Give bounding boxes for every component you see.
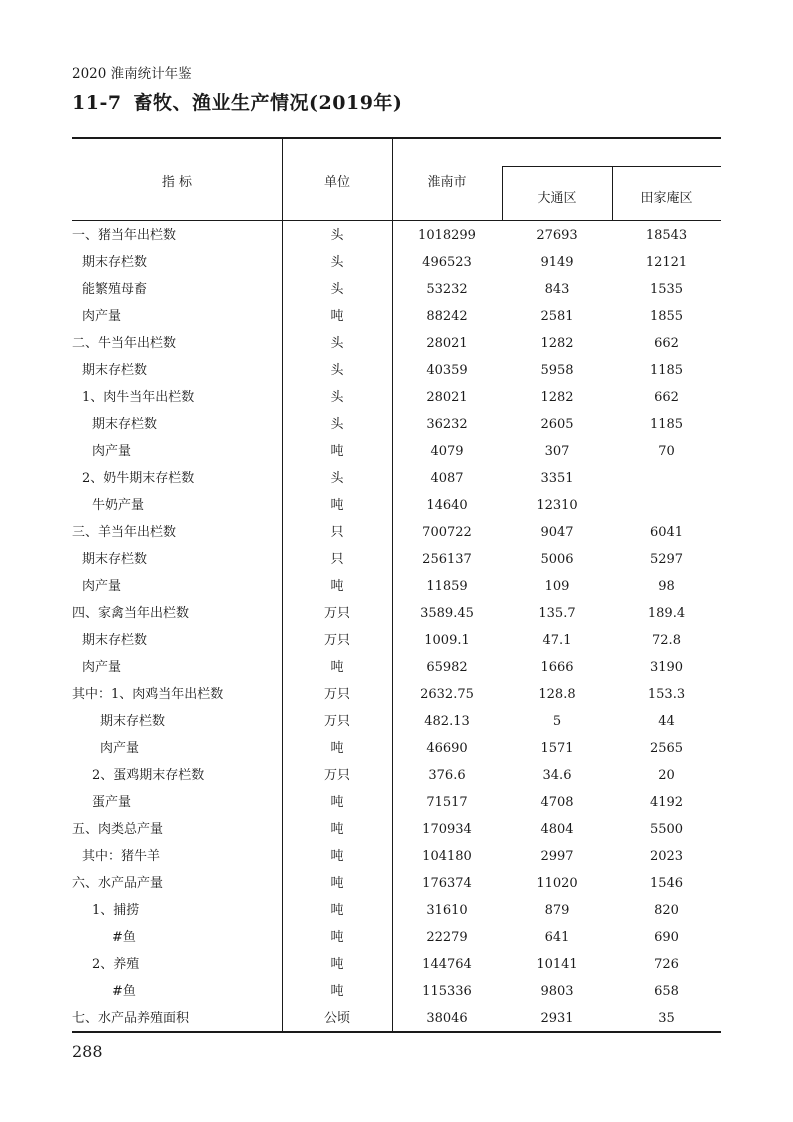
row-value-district1: 843 <box>544 282 570 297</box>
table-row <box>72 546 721 573</box>
row-indicator: 七、水产品养殖面积 <box>72 1011 190 1026</box>
row-indicator: 2、奶牛期末存栏数 <box>82 471 195 486</box>
table-row <box>72 708 721 735</box>
table-row <box>72 249 721 276</box>
row-value-district2: 658 <box>654 984 679 999</box>
row-value-district2: 2565 <box>649 741 684 756</box>
row-value-city: 496523 <box>422 255 472 270</box>
table-row <box>72 519 721 546</box>
row-value-city: 176374 <box>422 876 472 891</box>
row-value-district2: 70 <box>658 444 675 459</box>
row-value-district1: 12310 <box>536 498 578 513</box>
table-row <box>72 438 721 465</box>
row-value-district2: 1855 <box>649 309 684 324</box>
row-value-city: 31610 <box>426 903 468 918</box>
row-value-city: 104180 <box>422 849 472 864</box>
row-unit: 头 <box>330 417 344 432</box>
row-indicator: 1、肉牛当年出栏数 <box>82 390 195 405</box>
table-row <box>72 870 721 897</box>
row-unit: 头 <box>330 471 344 486</box>
row-value-district2: 18543 <box>645 228 688 243</box>
row-value-district2: 1185 <box>649 417 684 432</box>
row-unit: 公顷 <box>323 1011 350 1026</box>
body-divider-unit <box>392 221 393 1031</box>
row-value-district2: 726 <box>654 957 679 972</box>
row-indicator: 期末存栏数 <box>100 714 166 729</box>
row-unit: 吨 <box>330 309 344 324</box>
row-indicator: #鱼 <box>112 930 136 945</box>
row-value-district1: 11020 <box>536 876 578 891</box>
table-row <box>72 465 721 492</box>
row-value-city: 53232 <box>426 282 468 297</box>
table-row <box>72 762 721 789</box>
row-unit: 吨 <box>330 444 344 459</box>
row-indicator: 其中：猪牛羊 <box>82 849 161 864</box>
row-value-district2: 2023 <box>649 849 684 864</box>
row-value-district2: 6041 <box>649 525 684 540</box>
table-row <box>72 303 721 330</box>
row-unit: 吨 <box>330 795 344 810</box>
row-indicator: 五、肉类总产量 <box>72 822 164 837</box>
row-value-district1: 2605 <box>540 417 574 432</box>
row-unit: 只 <box>330 552 344 567</box>
row-unit: 万只 <box>323 633 350 648</box>
row-value-city: 256137 <box>422 552 472 567</box>
row-value-district1: 4708 <box>540 795 574 810</box>
row-indicator: 期末存栏数 <box>92 417 158 432</box>
row-value-city: 36232 <box>426 417 468 432</box>
row-indicator: 肉产量 <box>100 741 140 756</box>
row-value-city: 2632.75 <box>420 687 474 702</box>
table-row <box>72 951 721 978</box>
table-number: 11-7 <box>72 92 122 114</box>
column-header-city: 淮南市 <box>427 175 467 190</box>
table-row <box>72 681 721 708</box>
row-indicator: 能繁殖母畜 <box>82 282 148 297</box>
table-row <box>72 492 721 519</box>
table-row <box>72 843 721 870</box>
row-unit: 吨 <box>330 741 344 756</box>
row-value-district1: 5006 <box>540 552 574 567</box>
row-value-district2: 1546 <box>649 876 684 891</box>
row-value-city: 11859 <box>426 579 468 594</box>
column-header-indicator: 指 标 <box>161 175 193 190</box>
row-value-district1: 9803 <box>540 984 574 999</box>
row-value-city: 28021 <box>426 336 468 351</box>
table-row <box>72 735 721 762</box>
row-unit: 万只 <box>323 606 350 621</box>
table-title-text: 畜牧、渔业生产情况(2019年) <box>133 92 403 114</box>
row-unit: 万只 <box>323 687 350 702</box>
table-row <box>72 600 721 627</box>
row-value-city: 38046 <box>426 1011 468 1026</box>
row-value-district2: 820 <box>654 903 679 918</box>
row-indicator: 牛奶产量 <box>92 498 145 513</box>
row-value-city: 144764 <box>422 957 472 972</box>
row-value-city: 14640 <box>426 498 468 513</box>
row-value-district1: 5 <box>552 714 562 729</box>
row-indicator: 其中：1、肉鸡当年出栏数 <box>72 687 224 702</box>
row-indicator: 肉产量 <box>82 309 122 324</box>
row-value-district1: 2997 <box>540 849 574 864</box>
row-value-city: 65982 <box>426 660 468 675</box>
table-top-rule <box>72 137 721 139</box>
row-value-city: 1009.1 <box>424 633 470 648</box>
row-value-district2: 72.8 <box>652 633 681 648</box>
table-row <box>72 384 721 411</box>
row-value-district1: 641 <box>544 930 570 945</box>
row-indicator: #鱼 <box>112 984 136 999</box>
book-title: 2020 淮南统计年鉴 <box>72 66 192 82</box>
table-header-rule <box>72 220 721 221</box>
row-value-district2: 44 <box>658 714 675 729</box>
row-indicator: 1、捕捞 <box>92 903 140 918</box>
row-unit: 万只 <box>323 714 350 729</box>
row-indicator: 六、水产品产量 <box>72 876 164 891</box>
row-unit: 吨 <box>330 822 344 837</box>
row-value-district2: 153.3 <box>647 687 686 702</box>
row-unit: 吨 <box>330 579 344 594</box>
row-unit: 吨 <box>330 903 344 918</box>
table-row <box>72 627 721 654</box>
row-unit: 头 <box>330 255 344 270</box>
table-row <box>72 924 721 951</box>
row-indicator: 四、家禽当年出栏数 <box>72 606 190 621</box>
row-indicator: 肉产量 <box>82 660 122 675</box>
table-bottom-rule <box>72 1031 721 1033</box>
row-value-district2: 12121 <box>645 255 688 270</box>
row-value-district2: 5297 <box>649 552 684 567</box>
row-indicator: 期末存栏数 <box>82 363 148 378</box>
column-header-unit: 单位 <box>323 175 350 190</box>
row-value-district2: 5500 <box>649 822 684 837</box>
row-value-district1: 2931 <box>540 1011 574 1026</box>
row-unit: 头 <box>330 336 344 351</box>
row-value-city: 3589.45 <box>420 606 474 621</box>
row-value-district1: 2581 <box>540 309 574 324</box>
row-value-district2: 662 <box>654 390 679 405</box>
row-value-district1: 1282 <box>540 390 574 405</box>
row-value-district1: 5958 <box>540 363 574 378</box>
row-value-district1: 27693 <box>536 228 578 243</box>
header-sub-rule <box>502 166 721 167</box>
row-indicator: 期末存栏数 <box>82 255 148 270</box>
row-value-district1: 109 <box>544 579 570 594</box>
table-row <box>72 978 721 1005</box>
page-number: 288 <box>72 1042 103 1061</box>
row-unit: 吨 <box>330 876 344 891</box>
row-value-district1: 307 <box>544 444 570 459</box>
row-unit: 吨 <box>330 498 344 513</box>
row-indicator: 一、猪当年出栏数 <box>72 228 177 243</box>
row-value-district1: 879 <box>544 903 570 918</box>
row-value-district2: 98 <box>658 579 675 594</box>
row-value-district1: 34.6 <box>542 768 572 783</box>
body-divider-indicator <box>282 221 283 1031</box>
row-indicator: 期末存栏数 <box>82 633 148 648</box>
table-row <box>72 654 721 681</box>
row-value-district1: 135.7 <box>538 606 576 621</box>
row-value-district1: 1571 <box>540 741 574 756</box>
row-unit: 万只 <box>323 768 350 783</box>
row-value-city: 46690 <box>426 741 468 756</box>
row-indicator: 肉产量 <box>92 444 132 459</box>
row-unit: 头 <box>330 228 344 243</box>
row-value-district2: 3190 <box>649 660 684 675</box>
row-unit: 头 <box>330 282 344 297</box>
row-value-district2: 1535 <box>649 282 684 297</box>
row-value-city: 115336 <box>422 984 472 999</box>
row-value-district2: 20 <box>658 768 675 783</box>
row-value-district2: 4192 <box>649 795 684 810</box>
row-value-city: 170934 <box>422 822 472 837</box>
row-value-city: 4079 <box>430 444 464 459</box>
table-row <box>72 411 721 438</box>
table-row <box>72 222 721 249</box>
row-indicator: 2、养殖 <box>92 957 140 972</box>
row-value-district1: 10141 <box>536 957 578 972</box>
table-row <box>72 897 721 924</box>
row-unit: 吨 <box>330 957 344 972</box>
row-value-district1: 9047 <box>540 525 574 540</box>
row-indicator: 期末存栏数 <box>82 552 148 567</box>
row-value-district2: 189.4 <box>647 606 686 621</box>
row-value-city: 1018299 <box>418 228 476 243</box>
row-value-district2: 690 <box>654 930 679 945</box>
row-value-district1: 3351 <box>540 471 574 486</box>
table-row <box>72 789 721 816</box>
table-row <box>72 276 721 303</box>
column-header-district1: 大通区 <box>537 191 577 206</box>
table-row <box>72 816 721 843</box>
row-value-district2: 1185 <box>649 363 684 378</box>
row-value-city: 700722 <box>422 525 472 540</box>
row-value-district1: 4804 <box>540 822 574 837</box>
row-value-city: 28021 <box>426 390 468 405</box>
row-value-city: 40359 <box>426 363 468 378</box>
row-value-district1: 9149 <box>540 255 574 270</box>
row-value-district1: 47.1 <box>542 633 572 648</box>
row-value-district1: 1282 <box>540 336 574 351</box>
row-indicator: 2、蛋鸡期末存栏数 <box>92 768 205 783</box>
row-value-district2: 662 <box>654 336 679 351</box>
row-unit: 吨 <box>330 984 344 999</box>
row-unit: 头 <box>330 390 344 405</box>
row-value-city: 482.13 <box>424 714 470 729</box>
row-value-district1: 128.8 <box>538 687 576 702</box>
row-indicator: 肉产量 <box>82 579 122 594</box>
row-value-city: 376.6 <box>428 768 466 783</box>
table-row <box>72 357 721 384</box>
table-title <box>72 88 402 115</box>
row-indicator: 蛋产量 <box>92 795 132 810</box>
row-value-city: 4087 <box>430 471 464 486</box>
row-unit: 头 <box>330 363 344 378</box>
table-row <box>72 1005 721 1032</box>
column-header-district2: 田家庵区 <box>640 191 693 206</box>
row-value-city: 22279 <box>426 930 468 945</box>
row-value-city: 88242 <box>426 309 468 324</box>
row-unit: 只 <box>330 525 344 540</box>
table-row <box>72 330 721 357</box>
row-unit: 吨 <box>330 849 344 864</box>
row-indicator: 三、羊当年出栏数 <box>72 525 177 540</box>
table-row <box>72 573 721 600</box>
row-unit: 吨 <box>330 660 344 675</box>
row-unit: 吨 <box>330 930 344 945</box>
row-indicator: 二、牛当年出栏数 <box>72 336 177 351</box>
row-value-district1: 1666 <box>540 660 574 675</box>
row-value-district2: 35 <box>658 1011 675 1026</box>
row-value-city: 71517 <box>426 795 468 810</box>
